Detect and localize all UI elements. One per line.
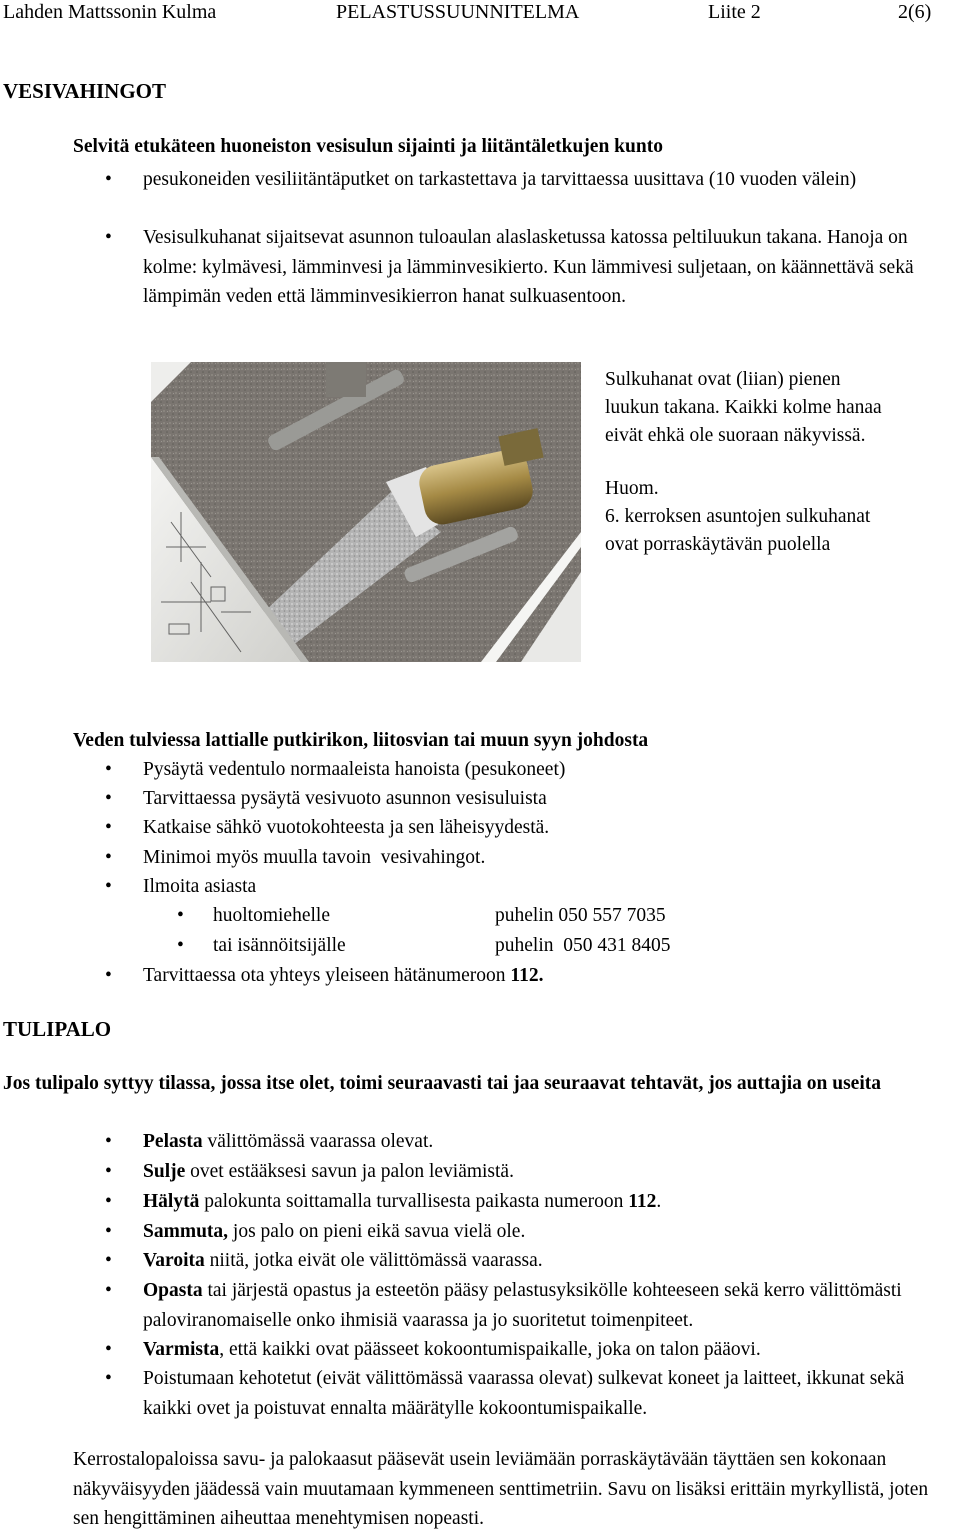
action-text: palokunta soittamalla turvallisesta paikasta numeroon xyxy=(199,1191,629,1212)
bullet-icon: • xyxy=(105,1131,112,1152)
bullet-icon: • xyxy=(105,227,112,248)
bullet-icon: • xyxy=(105,1191,112,1212)
header-appendix: Liite 2 xyxy=(708,1,761,23)
action-keyword: Pelasta xyxy=(143,1131,203,1152)
action-text: ovet estääksesi savun ja palon leviämistä. xyxy=(185,1161,514,1182)
note-line: ovat porraskäytävän puolella xyxy=(605,534,831,555)
list-item-text: Poistumaan kehotetut (eivät välittömässä vaarassa olevat) sulkevat koneet ja laitteet, ikkunat sekä kaikki ovet ja poistuvat ennalta määrätylle kokoontumispaikalle. xyxy=(143,1368,905,1419)
action-keyword: Varmista xyxy=(143,1339,220,1360)
photo-caption-line: Sulkuhanat ovat (liian) pienen xyxy=(605,369,841,390)
bullet-icon: • xyxy=(105,1221,112,1242)
action-keyword: Sulje xyxy=(143,1161,186,1182)
contact-phone: puhelin 050 557 7035 xyxy=(495,905,666,926)
water-subheading: Selvitä etukäteen huoneiston vesisulun sijainti ja liitäntäletkujen kunto xyxy=(73,136,663,157)
action-keyword: Hälytä xyxy=(143,1191,200,1212)
header-building: Lahden Mattssonin Kulma xyxy=(3,1,217,23)
bullet-icon: • xyxy=(105,965,112,986)
list-item-text xyxy=(143,1335,761,1365)
bullet-icon: • xyxy=(105,1368,112,1389)
flood-heading: Veden tulviessa lattialle putkirikon, liitosvian tai muun syyn johdosta xyxy=(73,730,649,751)
action-keyword: Sammuta, xyxy=(143,1221,229,1242)
action-text: niitä, jotka eivät ole välittömässä vaarassa. xyxy=(204,1250,543,1271)
action-text: välittömässä vaarassa olevat. xyxy=(202,1131,434,1152)
contact-phone: puhelin 050 431 8405 xyxy=(495,935,671,956)
list-item-text xyxy=(143,1157,514,1187)
valves-photo xyxy=(151,362,581,662)
list-item-text: Tarvittaessa pysäytä vesivuoto asunnon vesisuluista xyxy=(143,788,547,809)
bullet-icon: • xyxy=(105,876,112,897)
section-heading-fire: TULIPALO xyxy=(3,1017,112,1041)
note-line: 6. kerroksen asuntojen sulkuhanat xyxy=(605,506,871,527)
photo-caption-line: luukun takana. Kaikki kolme hanaa xyxy=(605,397,882,418)
bullet-icon: • xyxy=(177,905,184,926)
action-text: jos palo on pieni eikä savua vielä ole. xyxy=(228,1221,526,1242)
header-document-title: PELASTUSSUUNNITELMA xyxy=(336,1,580,23)
action-text: tai järjestä opastus ja esteetön pääsy pelastusyksikölle kohteeseen sekä kerro välittömästi paloviranomaiselle onko ihmisiä vaarassa ja jo suoritetut toimenpiteet. xyxy=(143,1280,902,1331)
action-text: . xyxy=(656,1191,662,1212)
fire-intro: Jos tulipalo syttyy tilassa, jossa itse olet, toimi seuraavasti tai jaa seuraavat tehtavät, jos auttajia on useita xyxy=(3,1073,881,1094)
bullet-icon: • xyxy=(105,169,112,190)
bullet-icon: • xyxy=(105,847,112,868)
list-item-text xyxy=(143,1187,661,1217)
bullet-icon: • xyxy=(177,935,184,956)
list-item-text xyxy=(143,1217,525,1247)
photo-caption-line: eivät ehkä ole suoraan näkyvissä. xyxy=(605,425,866,446)
list-item-text xyxy=(143,1127,433,1157)
bullet-icon: • xyxy=(105,788,112,809)
action-text: , että kaikki ovat päässeet kokoontumispaikalle, joka on talon pääovi. xyxy=(219,1339,761,1360)
bullet-icon: • xyxy=(105,759,112,780)
list-item-text xyxy=(143,961,543,991)
bullet-icon: • xyxy=(105,1161,112,1182)
bullet-icon: • xyxy=(105,1280,112,1301)
list-item-text: Pysäytä vedentulo normaaleista hanoista (pesukoneet) xyxy=(143,759,566,780)
section-heading-water: VESIVAHINGOT xyxy=(3,79,166,103)
closing-paragraph: Kerrostalopaloissa savu- ja palokaasut pääsevät usein leviämään porraskäytävään täyttäen sen kokonaan näkyväisyyden jäädessä vain muutamaan kymmeneen senttimetriin. Savu on lisäksi erittäin myrkyllistä, joten sen hengittäminen aiheuttaa menehtymisen nopeasti. xyxy=(73,1449,929,1529)
contact-name: huoltomiehelle xyxy=(213,905,330,926)
list-item-text xyxy=(143,1246,543,1276)
action-keyword: Varoita xyxy=(143,1250,205,1271)
contact-name: tai isännöitsijälle xyxy=(213,935,346,956)
header-page-number: 2(6) xyxy=(898,1,932,23)
action-number: 112 xyxy=(628,1191,657,1212)
list-item-text: Katkaise sähkö vuotokohteesta ja sen läheisyydestä. xyxy=(143,817,550,838)
list-item-text: Minimoi myös muulla tavoin vesivahingot. xyxy=(143,847,486,868)
list-item-text: Vesisulkuhanat sijaitsevat asunnon tuloaulan alaslasketussa katossa peltiluukun takana. Hanoja on kolme: kylmävesi, lämminvesi ja lämminvesikierto. Kun lämmivesi suljetaan, on käännettävä sekä lämpimän veden että lämminvesikierron hanat sulkuasentoon. xyxy=(143,227,914,307)
bullet-icon: • xyxy=(105,1339,112,1360)
list-item-text: Ilmoita asiasta xyxy=(143,876,257,897)
note-label: Huom. xyxy=(605,478,659,499)
list-item-text: pesukoneiden vesiliitäntäputket on tarkastettava ja tarvittaessa uusittava (10 vuoden välein) xyxy=(143,169,857,190)
emergency-number: 112. xyxy=(510,965,544,986)
bullet-icon: • xyxy=(105,817,112,838)
action-keyword: Opasta xyxy=(143,1280,203,1301)
bullet-icon: • xyxy=(105,1250,112,1271)
list-item-text xyxy=(143,1276,955,1335)
emergency-text: Tarvittaessa ota yhteys yleiseen hätänumeroon xyxy=(143,965,511,986)
